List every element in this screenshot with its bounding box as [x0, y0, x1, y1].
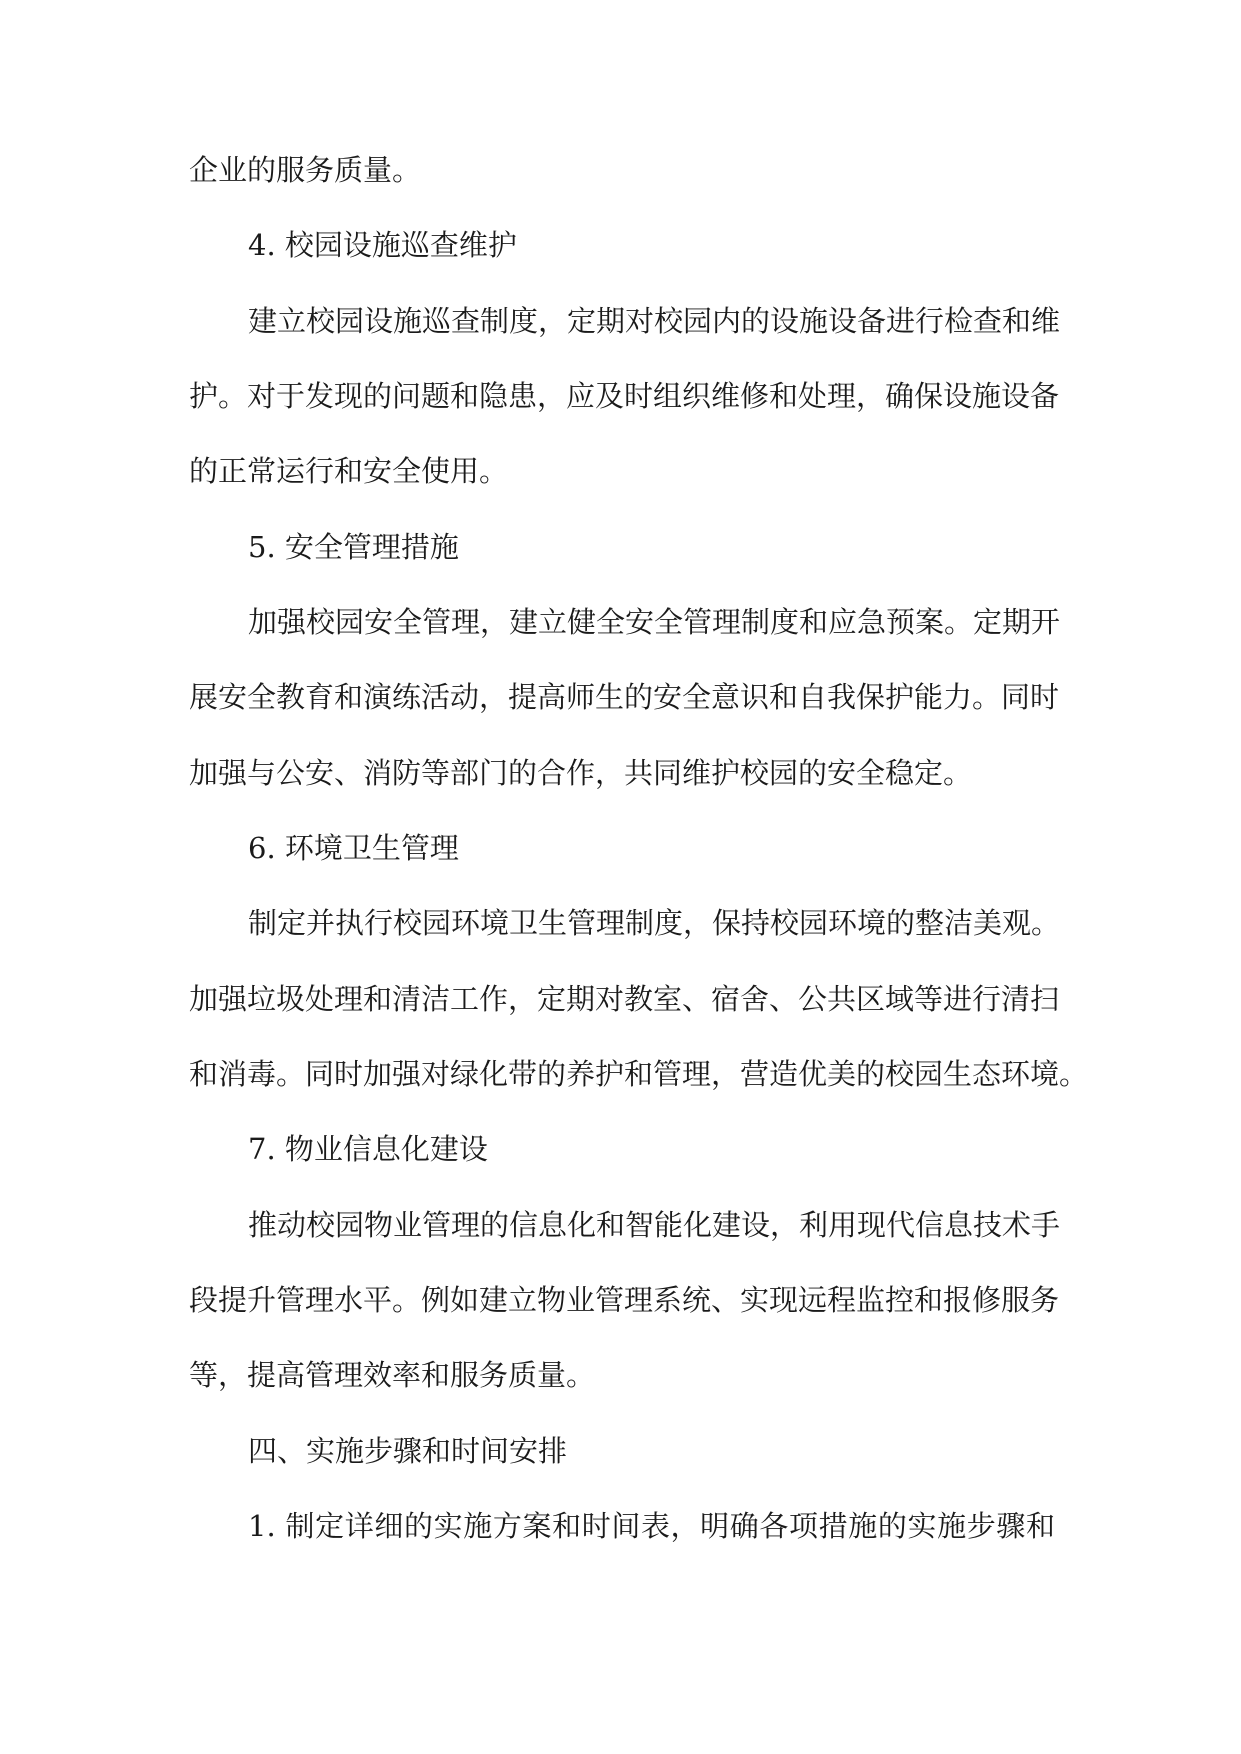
paragraph-line: 1. 制定详细的实施方案和时间表，明确各项措施的实施步骤和	[248, 1509, 1055, 1543]
section-heading: 5. 安全管理措施	[248, 530, 459, 564]
paragraph-line: 护。对于发现的问题和隐患，应及时组织维修和处理，确保设施设备	[189, 379, 1060, 413]
paragraph-line: 制定并执行校园环境卫生管理制度，保持校园环境的整洁美观。	[248, 906, 1061, 940]
paragraph-line: 推动校园物业管理的信息化和智能化建设，利用现代信息技术手	[248, 1208, 1061, 1242]
section-heading: 7. 物业信息化建设	[248, 1132, 488, 1166]
paragraph-line: 加强与公安、消防等部门的合作，共同维护校园的安全稳定。	[189, 756, 973, 790]
paragraph-line: 段提升管理水平。例如建立物业管理系统、实现远程监控和报修服务	[189, 1283, 1060, 1317]
paragraph-line: 加强垃圾处理和清洁工作，定期对教室、宿舍、公共区域等进行清扫	[189, 982, 1060, 1016]
section-heading: 4. 校园设施巡查维护	[248, 228, 517, 262]
section-heading: 6. 环境卫生管理	[248, 831, 459, 865]
paragraph-line: 和消毒。同时加强对绿化带的养护和管理，营造优美的校园生态环境。	[189, 1057, 1089, 1091]
paragraph-line: 等，提高管理效率和服务质量。	[189, 1358, 596, 1392]
paragraph-line: 企业的服务质量。	[189, 153, 422, 187]
paragraph-line: 建立校园设施巡查制度，定期对校园内的设施设备进行检查和维	[248, 304, 1061, 338]
paragraph-line: 展安全教育和演练活动，提高师生的安全意识和自我保护能力。同时	[189, 680, 1060, 714]
paragraph-line: 的正常运行和安全使用。	[189, 454, 509, 488]
section-heading: 四、实施步骤和时间安排	[248, 1434, 568, 1468]
paragraph-line: 加强校园安全管理，建立健全安全管理制度和应急预案。定期开	[248, 605, 1061, 639]
